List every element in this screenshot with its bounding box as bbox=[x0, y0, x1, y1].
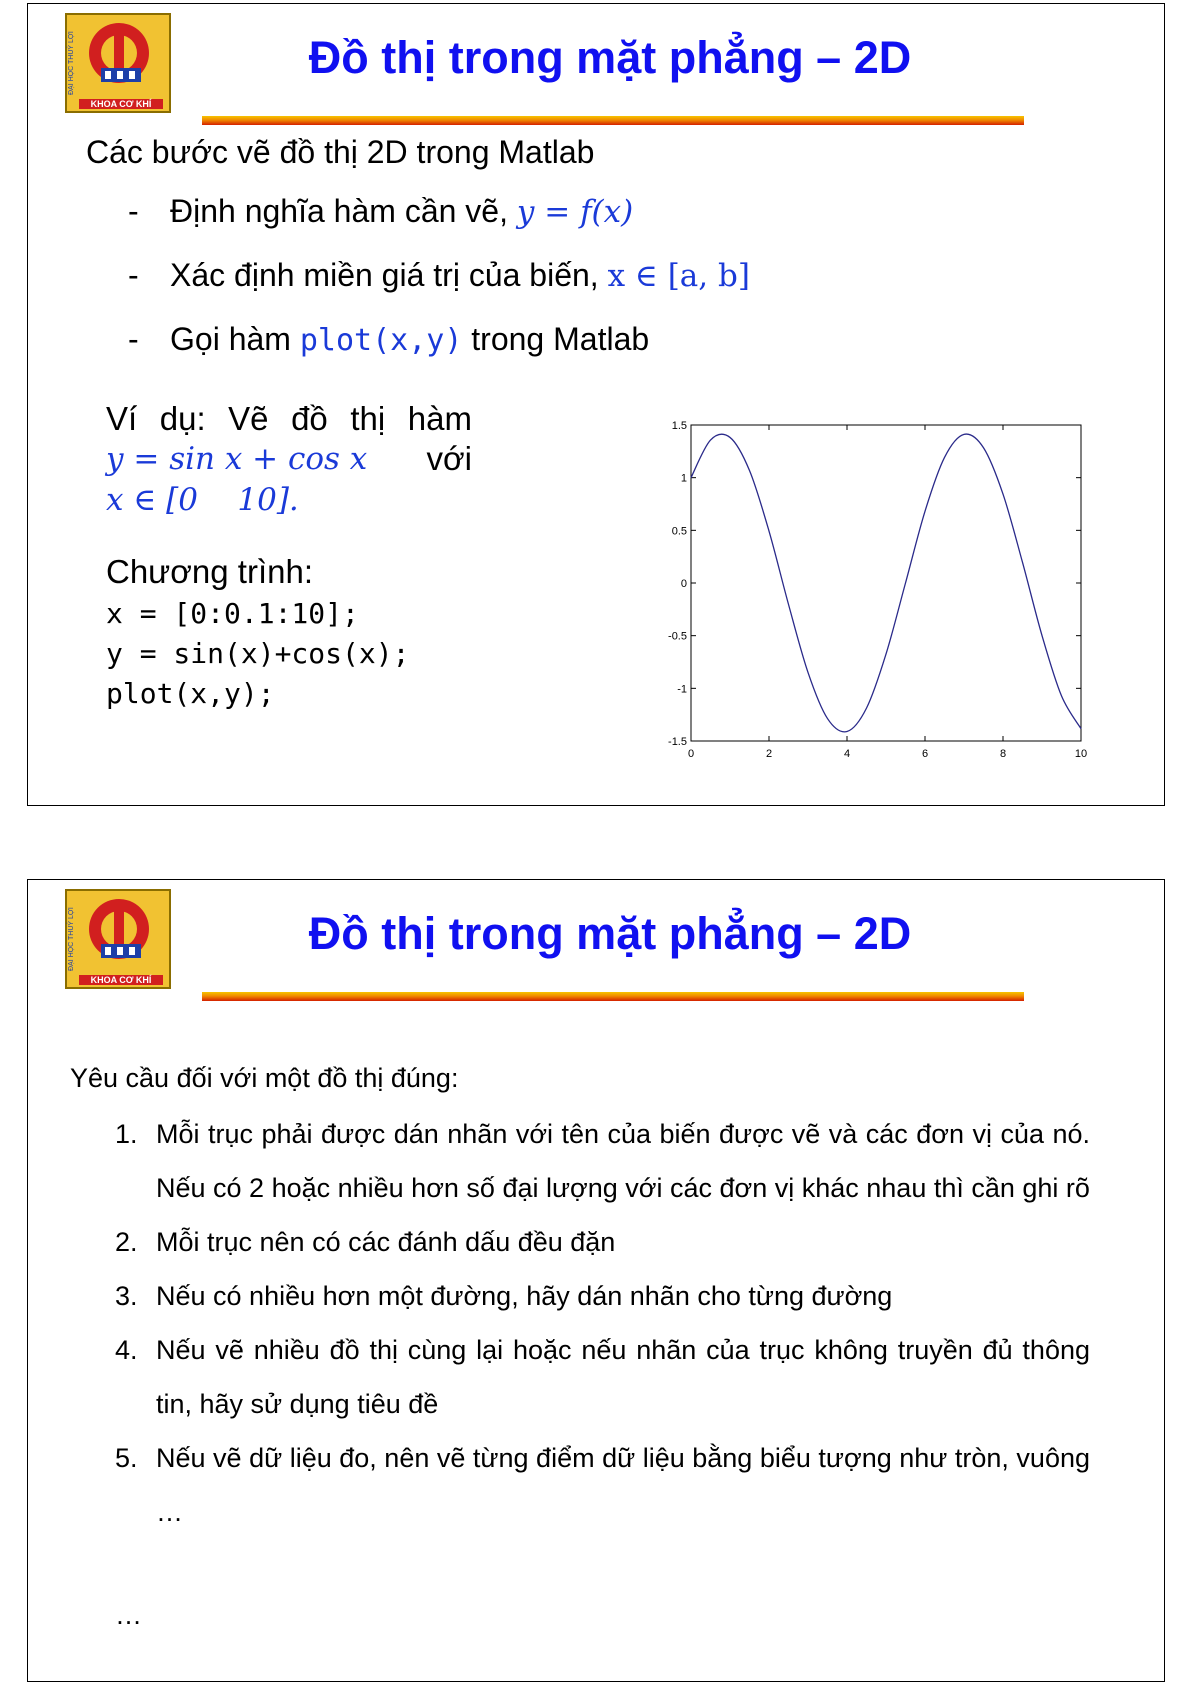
x-tick-label: 0 bbox=[687, 748, 695, 760]
example-word: hàm bbox=[407, 400, 472, 437]
requirement-number: 4. bbox=[115, 1335, 138, 1365]
university-logo bbox=[65, 889, 171, 989]
step-code: plot(x,y) bbox=[299, 323, 463, 358]
example-word: Vẽ bbox=[228, 400, 269, 437]
requirement-text: Mỗi trục phải được dán nhãn với tên của biến được vẽ và các đơn vị của nó. Nếu có 2 hoặc nhiều hơn số đại lượng với các đơn vị khác nhau thì cần ghi rõ bbox=[156, 1119, 1090, 1203]
slide-1-title-underline bbox=[202, 116, 1024, 125]
sine-cosine-plot bbox=[627, 405, 1147, 785]
example-word: Ví bbox=[106, 400, 138, 437]
slide-2-title-underline bbox=[202, 992, 1024, 1001]
example-with-word: với bbox=[426, 440, 472, 477]
slide-1-title: Đồ thị trong mặt phẳng – 2D bbox=[308, 32, 912, 83]
code-line: y = sin(x)+cos(x); bbox=[106, 637, 410, 670]
requirements-list bbox=[115, 1107, 1090, 1539]
example-word: thị bbox=[350, 400, 386, 437]
requirement-number: 5. bbox=[115, 1443, 138, 1473]
x-tick-label: 6 bbox=[921, 748, 929, 760]
requirement-item bbox=[115, 1431, 1090, 1539]
university-logo bbox=[65, 13, 171, 113]
step-dash: - bbox=[128, 321, 139, 357]
step-math: x ∈ [a, b] bbox=[607, 258, 750, 294]
y-tick-label: 1 bbox=[680, 472, 687, 485]
y-tick-label: -0.5 bbox=[668, 630, 687, 643]
requirement-text: Mỗi trục nên có các đánh dấu đều đặn bbox=[156, 1227, 616, 1257]
step-math: y = f(x) bbox=[516, 194, 634, 230]
requirement-number: 3. bbox=[115, 1281, 138, 1311]
program-label: Chương trình: bbox=[106, 553, 313, 590]
x-tick-label: 2 bbox=[765, 748, 773, 760]
x-tick-label: 8 bbox=[999, 748, 1007, 760]
example-formula: y = sin x + cos x bbox=[106, 441, 368, 477]
step-text: Xác định miền giá trị của biến, bbox=[170, 257, 608, 293]
step-text: Gọi hàm bbox=[170, 321, 300, 357]
step-text-after: trong Matlab bbox=[462, 321, 650, 357]
example-block bbox=[106, 399, 472, 520]
requirement-item bbox=[115, 1215, 1090, 1269]
code-line: x = [0:0.1:10]; bbox=[106, 597, 359, 630]
code-block bbox=[106, 594, 409, 714]
requirement-text: Nếu vẽ dữ liệu đo, nên vẽ từng điểm dữ liệu bằng biểu tượng như tròn, vuông … bbox=[156, 1443, 1090, 1527]
example-word: dụ: bbox=[159, 400, 206, 437]
requirement-item bbox=[115, 1269, 1090, 1323]
logo-top-text: ĐẠI HỌC THUỶ LỢI bbox=[68, 31, 75, 95]
logo-bottom-text: KHOA CƠ KHÍ bbox=[90, 975, 152, 985]
requirement-number: 1. bbox=[115, 1119, 138, 1149]
requirement-item bbox=[115, 1323, 1090, 1431]
logo-top-text: ĐẠI HỌC THUỶ LỢI bbox=[68, 907, 75, 971]
step-text: Định nghĩa hàm cần vẽ, bbox=[170, 193, 517, 229]
y-tick-label: -1 bbox=[677, 683, 687, 696]
step-dash: - bbox=[128, 193, 139, 229]
requirement-item bbox=[115, 1107, 1090, 1215]
y-tick-label: -1.5 bbox=[668, 736, 687, 748]
requirements-heading: Yêu cầu đối với một đồ thị đúng: bbox=[70, 1063, 459, 1093]
requirement-text: Nếu có nhiều hơn một đường, hãy dán nhãn cho từng đường bbox=[156, 1281, 893, 1311]
requirement-text: Nếu vẽ nhiều đồ thị cùng lại hoặc nếu nhãn của trục không truyền đủ thông tin, hãy sử dụng tiêu đề bbox=[156, 1335, 1090, 1419]
y-tick-label: 0 bbox=[680, 578, 687, 590]
step-dash: - bbox=[128, 257, 139, 293]
code-line: plot(x,y); bbox=[106, 677, 275, 710]
requirement-number: 2. bbox=[115, 1227, 138, 1257]
requirements-ellipsis: … bbox=[115, 1600, 142, 1630]
example-domain: x ∈ [0 10]. bbox=[106, 482, 299, 518]
y-tick-label: 0.5 bbox=[671, 525, 687, 538]
steps-heading: Các bước vẽ đồ thị 2D trong Matlab bbox=[86, 134, 595, 170]
x-tick-label: 4 bbox=[843, 748, 851, 760]
plot-axes-box bbox=[691, 425, 1081, 741]
example-word: đồ bbox=[291, 400, 328, 437]
logo-bottom-text: KHOA CƠ KHÍ bbox=[90, 99, 152, 109]
x-tick-label: 10 bbox=[1074, 748, 1088, 760]
slide-2-title: Đồ thị trong mặt phẳng – 2D bbox=[308, 908, 912, 959]
y-tick-label: 1.5 bbox=[671, 420, 687, 432]
